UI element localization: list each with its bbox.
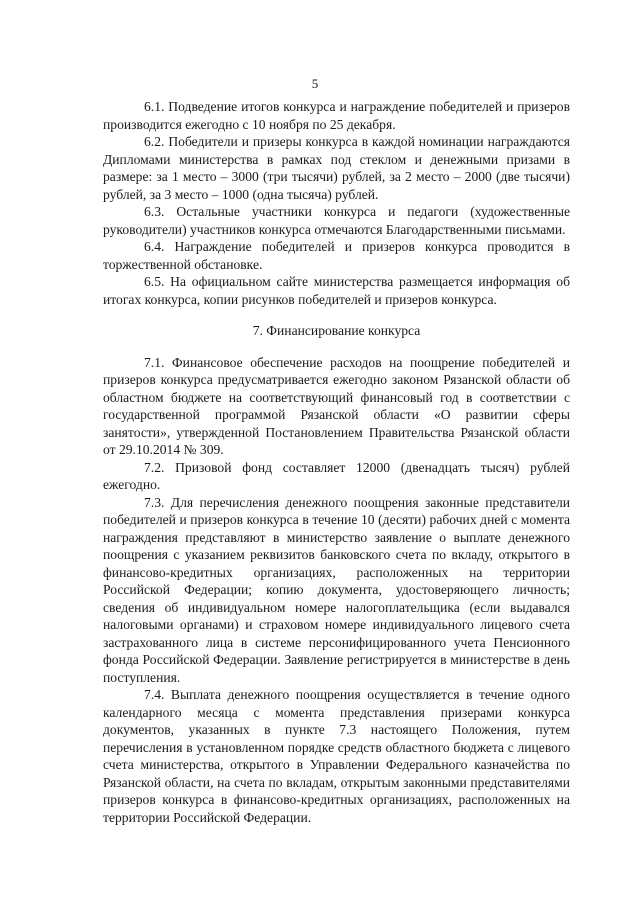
document-body [103,98,570,826]
page-number: 5 [311,76,319,91]
paragraph-6-1: 6.1. Подведение итогов конкурса и награждение победителей и призеров производится ежегодно с 10 ноября по 25 декабря. [103,99,570,132]
paragraph-6-2: 6.2. Победители и призеры конкурса в каждой номинации награждаются Дипломами министерства в рамках под стеклом и денежными призами в размере: за 1 место – 3000 (три тысячи) рублей, за 2 место – 2000 (две тысячи) рублей, за 3 место – 1000 (одна тысяча) рублей. [103,134,570,202]
paragraph-7-2: 7.2. Призовой фонд составляет 12000 (двенадцать тысяч) рублей ежегодно. [103,459,570,492]
paragraph-6-3: 6.3. Остальные участники конкурса и педагоги (художественные руководители) участников конкурса отмечаются Благодарственными письмами. [103,204,570,237]
paragraph-6-5: 6.5. На официальном сайте министерства размещается информация об итогах конкурса, копии рисунков победителей и призеров конкурса. [103,274,570,307]
paragraph-7-1: 7.1. Финансовое обеспечение расходов на поощрение победителей и призеров конкурса предусматривается ежегодно законом Рязанской области об областном бюджете на соответствующий финансовый год в соответствии с государственной программой Рязанской области «О развитии сферы занятости», утвержденной Постановлением Правительства Рязанской области от 29.10.2014 № 309. [103,354,570,457]
section-heading-financing: 7. Финансирование конкурса [252,323,421,338]
paragraph-7-3: 7.3. Для перечисления денежного поощрения законные представители победителей и призеров конкурса в течение 10 (десяти) рабочих дней с момента награждения представляют в министерство заявление о выплате денежного поощрения с указанием реквизитов банковского счета по вкладу, открытого в финансово-кредитных организациях, расположенных на территории Российской Федерации; копию документа, удостоверяющего личность; сведения об индивидуальном номере налогоплательщика (если выдавался налоговыми органами) и страховом номере индивидуального лицевого счета застрахованного лица в системе персонифицированного учета Пенсионного фонда Российской Федерации. Заявление регистрируется в министерстве в день поступления. [103,494,570,685]
paragraph-6-4: 6.4. Награждение победителей и призеров конкурса проводится в торжественной обстановке. [103,239,570,272]
paragraph-7-4: 7.4. Выплата денежного поощрения осуществляется в течение одного календарного месяца с момента представления призерами конкурса документов, указанных в пункте 7.3 настоящего Положения, путем перечисления в установленном порядке средств областного бюджета с лицевого счета министерства, открытого в Управлении Федерального казначейства по Рязанской области, на счета по вкладам, открытым законными представителями призеров конкурса в финансово-кредитных организациях, расположенных на территории Российской Федерации. [103,687,570,825]
